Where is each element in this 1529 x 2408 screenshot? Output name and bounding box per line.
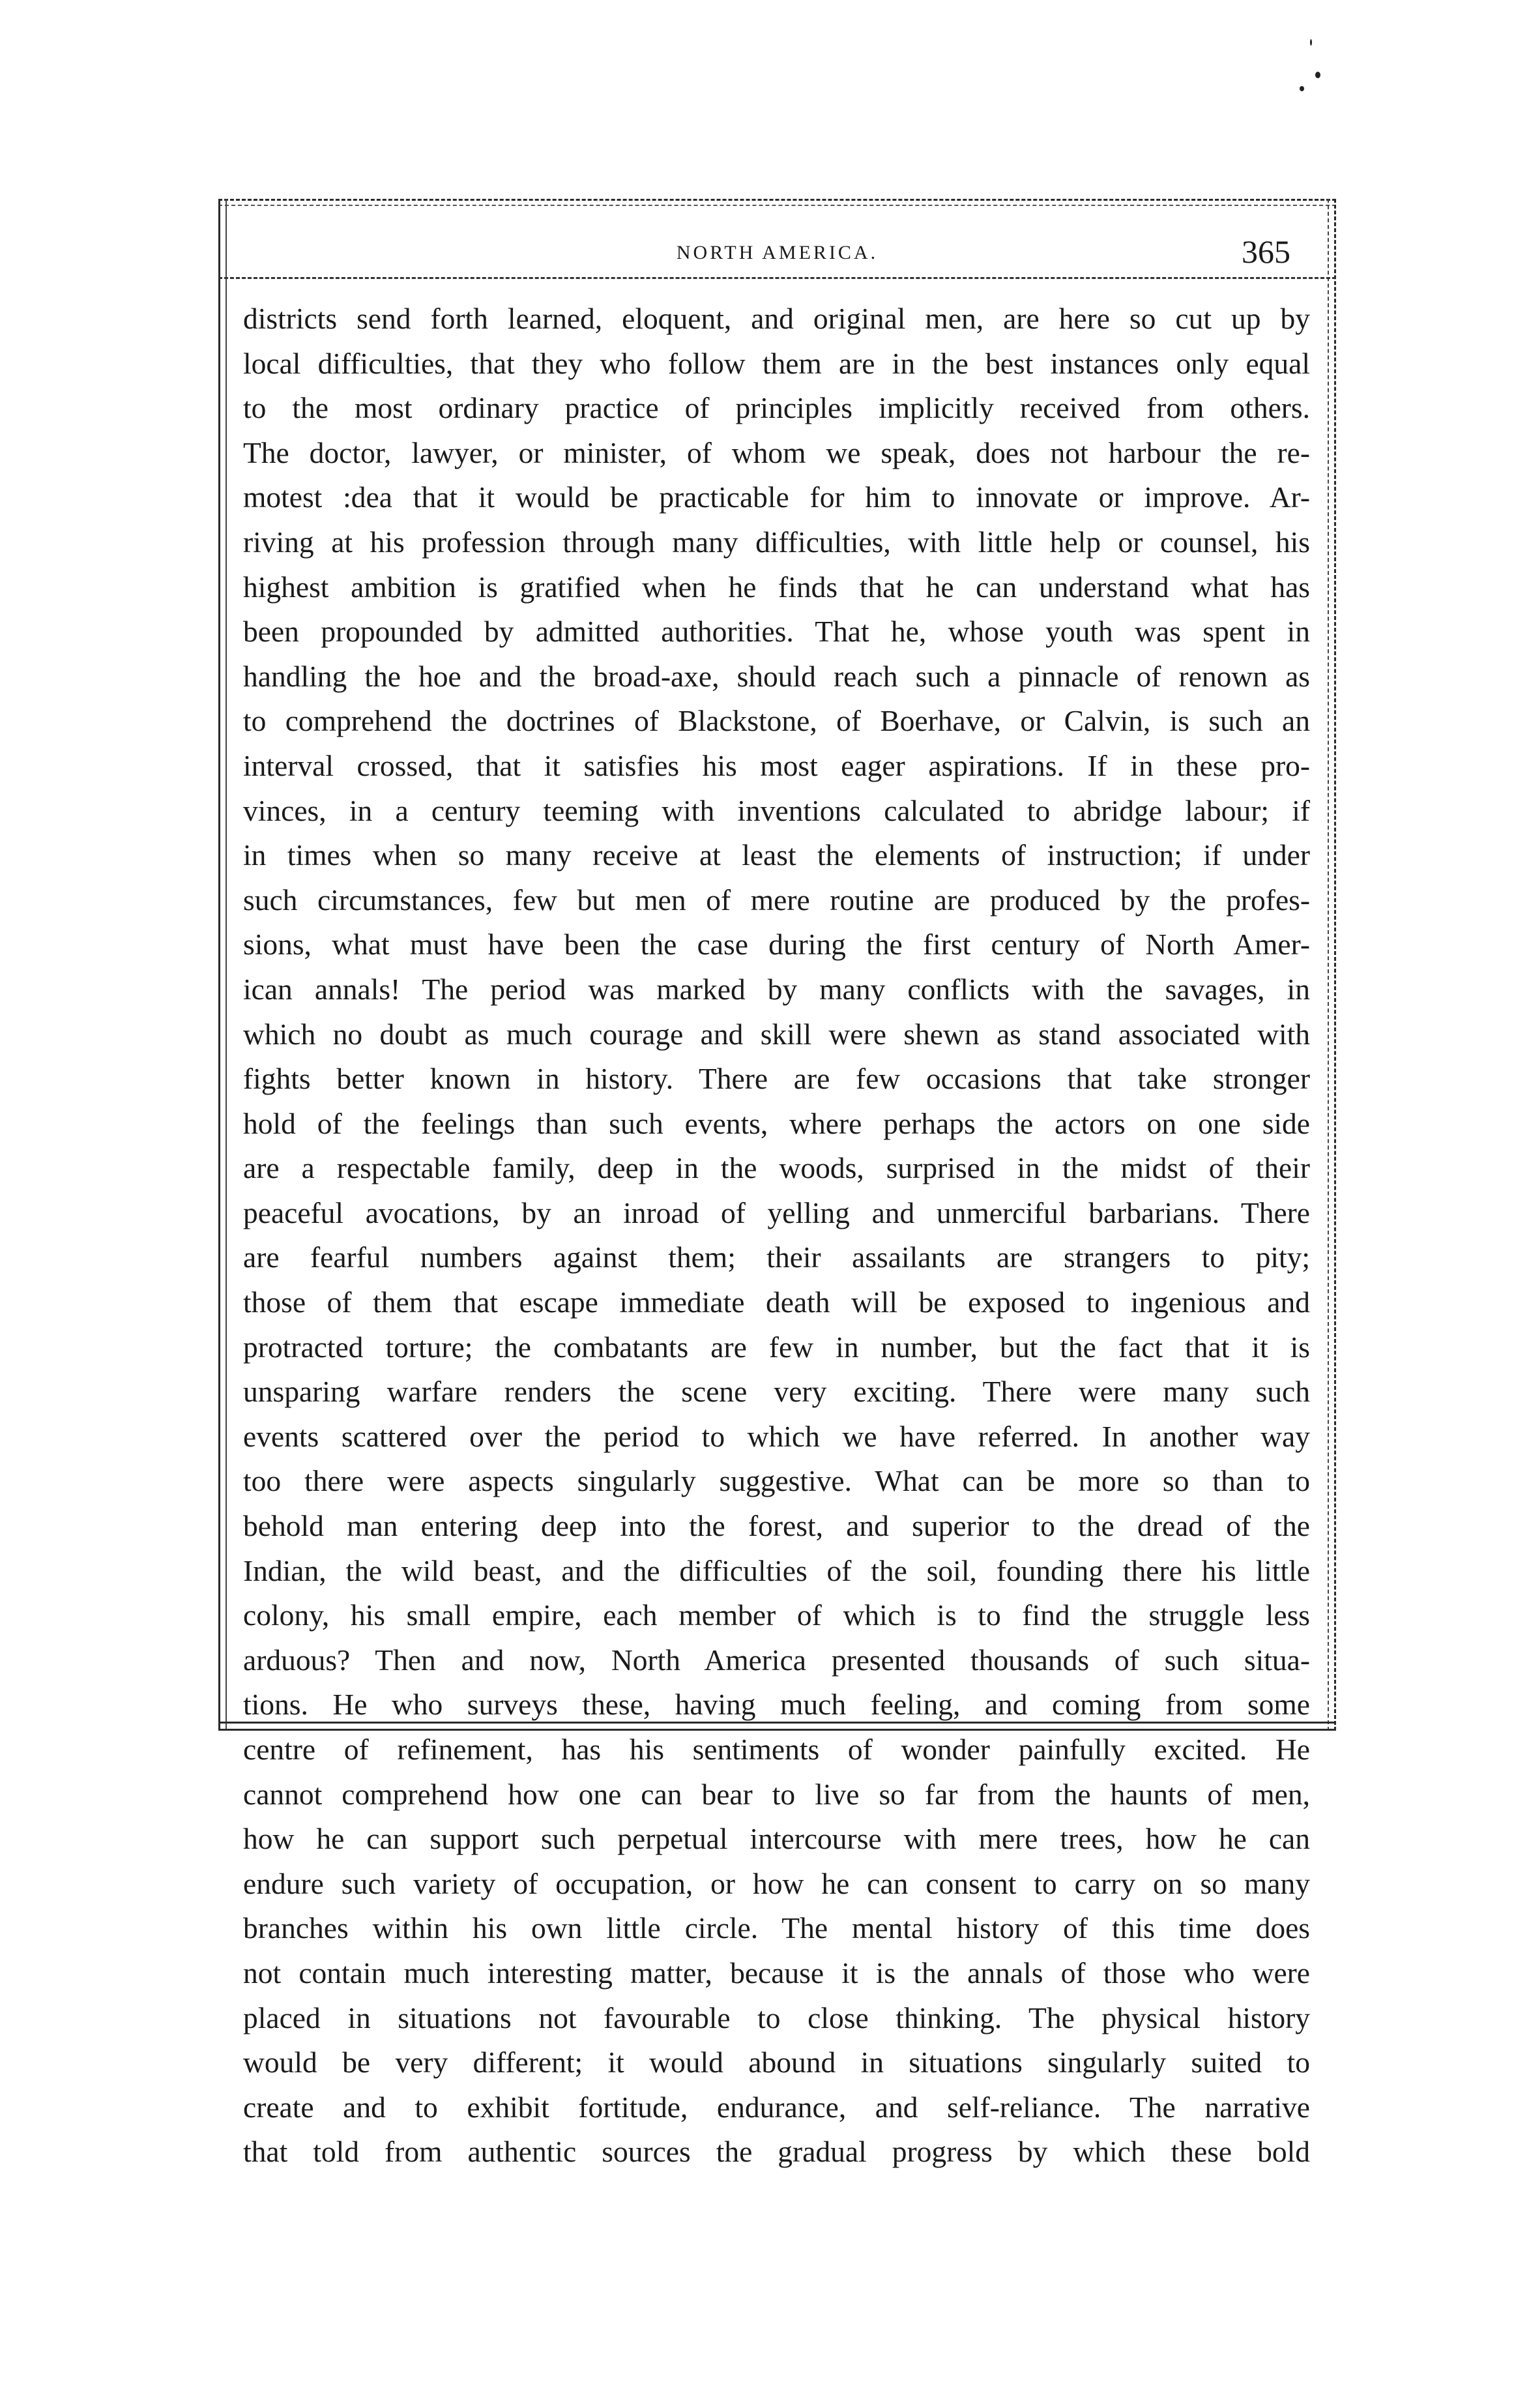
text-line: that told from authentic sources the gradual progress by which these bold <box>243 2135 1310 2169</box>
ink-speck <box>1310 39 1312 46</box>
page-frame <box>218 199 1336 2169</box>
text-line: protracted torture; the combatants are few in number, but the fact that it is <box>243 1330 1310 1364</box>
text-line: to comprehend the doctrines of Blackstone, of Boerhave, or Calvin, is such an <box>243 704 1310 738</box>
text-line: in times when so many receive at least the elements of instruction; if under <box>243 838 1310 872</box>
text-line: ican annals! The period was marked by many conflicts with the savages, in <box>243 972 1310 1006</box>
print-specks <box>1297 39 1323 98</box>
ink-speck <box>1300 86 1304 91</box>
text-line: would be very different; it would abound in situations singularly suited to <box>243 2046 1310 2079</box>
text-line: those of them that escape immediate death will be exposed to ingenious and <box>243 1285 1310 1319</box>
text-line: interval crossed, that it satisfies his most eager aspirations. If in these pro- <box>243 748 1310 782</box>
text-line: such circumstances, few but men of mere routine are produced by the profes- <box>243 883 1310 917</box>
header-divider-rule <box>218 277 1336 279</box>
text-line: centre of refinement, has his sentiments of wonder painfully excited. He <box>243 1733 1310 1766</box>
text-line: districts send forth learned, eloquent, and original men, are here so cut up by <box>243 302 1310 335</box>
text-line: hold of the feelings than such events, where perhaps the actors on one side <box>243 1106 1310 1140</box>
text-line: cannot comprehend how one can bear to live so far from the haunts of men, <box>243 1777 1310 1811</box>
text-line: branches within his own little circle. The mental history of this time does <box>243 1911 1310 1945</box>
ink-speck <box>1315 72 1320 78</box>
text-line: sions, what must have been the case during the first century of North Amer- <box>243 928 1310 962</box>
text-line: not contain much interesting matter, because it is the annals of those who were <box>243 1956 1310 1990</box>
text-line: which no doubt as much courage and skill were shewn as stand associated with <box>243 1017 1310 1051</box>
text-line: tions. He who surveys these, having much feeling, and coming from some <box>243 1688 1310 1722</box>
text-line: highest ambition is gratified when he finds that he can understand what has <box>243 570 1310 604</box>
text-line: vinces, in a century teeming with inventions calculated to abridge labour; if <box>243 793 1310 827</box>
left-border-rule <box>218 199 227 1731</box>
text-line: motest :dea that it would be practicable for him to innovate or improve. Ar- <box>243 480 1310 514</box>
text-line: are a respectable family, deep in the woods, surprised in the midst of their <box>243 1151 1310 1185</box>
text-line: behold man entering deep into the forest, and superior to the dread of the <box>243 1509 1310 1543</box>
text-line: are fearful numbers against them; their assailants are strangers to pity; <box>243 1241 1310 1274</box>
text-line: colony, his small empire, each member of which is to find the struggle less <box>243 1598 1310 1632</box>
running-title: NORTH AMERICA. <box>676 242 879 263</box>
text-line: been propounded by admitted authorities. That he, whose youth was spent in <box>243 615 1310 649</box>
text-line: peaceful avocations, by an inroad of yelling and unmerciful barbarians. There <box>243 1196 1310 1229</box>
text-line: events scattered over the period to which we have referred. In another way <box>243 1419 1310 1453</box>
text-line: create and to exhibit fortitude, endurance, and self-reliance. The narrative <box>243 2090 1310 2124</box>
text-line: The doctor, lawyer, or minister, of whom we speak, does not harbour the re- <box>243 435 1310 469</box>
text-line: arduous? Then and now, North America presented thousands of such situa- <box>243 1643 1310 1677</box>
text-line: riving at his profession through many difficulties, with little help or counsel, his <box>243 525 1310 559</box>
text-line: to the most ordinary practice of principles implicitly received from others. <box>243 391 1310 425</box>
page-number: 365 <box>1242 233 1290 270</box>
right-border-rule <box>1328 199 1336 1731</box>
top-border-rule <box>218 199 1336 206</box>
text-line: placed in situations not favourable to close thinking. The physical history <box>243 2001 1310 2034</box>
text-line: handling the hoe and the broad-axe, should reach such a pinnacle of renown as <box>243 659 1310 693</box>
text-line: endure such variety of occupation, or how he can consent to carry on so many <box>243 1866 1310 1900</box>
text-line: fights better known in history. There are few occasions that take stronger <box>243 1062 1310 1096</box>
text-line: Indian, the wild beast, and the difficulties of the soil, founding there his little <box>243 1553 1310 1587</box>
text-line: unsparing warfare renders the scene very exciting. There were many such <box>243 1375 1310 1409</box>
text-line: too there were aspects singularly suggestive. What can be more so than to <box>243 1464 1310 1498</box>
text-line: how he can support such perpetual intercourse with mere trees, how he can <box>243 1822 1310 1856</box>
text-line: local difficulties, that they who follow them are in the best instances only equal <box>243 346 1310 380</box>
running-head <box>218 233 1336 272</box>
body-text <box>243 297 1310 2175</box>
